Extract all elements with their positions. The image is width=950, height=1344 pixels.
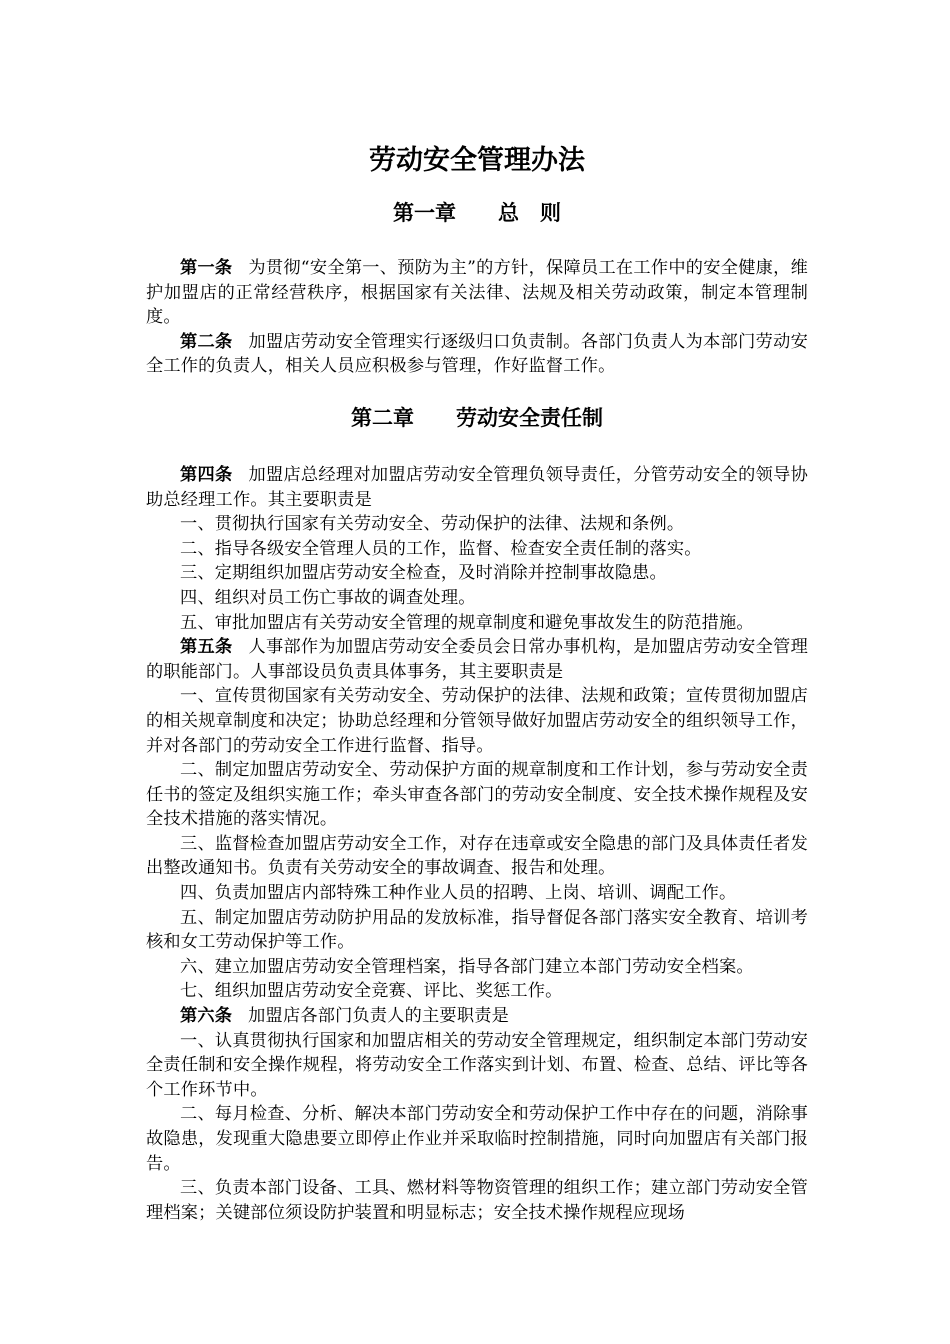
article-label: 第二条 — [180, 331, 233, 352]
paragraph-text: 二、制定加盟店劳动安全、劳动保护方面的规章制度和工作计划，参与劳动安全责任书的签定及组织实施工作；牵头审查各部门的劳动安全制度、安全技术操作规程及安全技术措施的落实情况。 — [146, 760, 808, 830]
paragraph-text: 五、制定加盟店劳动防护用品的发放标准，指导督促各部门落实安全教育、培训考核和女工劳动保护等工作。 — [146, 907, 808, 953]
list-paragraph — [146, 832, 808, 881]
list-paragraph — [146, 512, 808, 537]
chapter-heading — [146, 196, 808, 230]
document-body — [146, 140, 808, 1225]
paragraph-text: 人事部作为加盟店劳动安全委员会日常办事机构，是加盟店劳动安全管理的职能部门。人事部设员负责具体事务，其主要职责是 — [146, 637, 808, 682]
paragraph-text: 三、负责本部门设备、工具、燃材料等物资管理的组织工作；建立部门劳动安全管理档案；关键部位须设防护装置和明显标志；安全技术操作规程应现场 — [146, 1178, 808, 1223]
list-paragraph — [146, 906, 808, 955]
chapter-number: 第二章 — [351, 405, 414, 430]
paragraph-text: 三、定期组织加盟店劳动安全检查，及时消除并控制事故隐患。 — [180, 563, 667, 584]
paragraph-text: 四、负责加盟店内部特殊工种作业人员的招聘、上岗、培训、调配工作。 — [180, 883, 737, 904]
chapter-section — [146, 256, 808, 379]
paragraph-text: 加盟店总经理对加盟店劳动安全管理负领导责任，分管劳动安全的领导协助总经理工作。其主要职责是 — [146, 464, 808, 510]
article-paragraph — [146, 256, 808, 330]
paragraph-text: 一、宣传贯彻国家有关劳动安全、劳动保护的法律、法规和政策；宣传贯彻加盟店的相关规章制度和决定；协助总经理和分管领导做好加盟店劳动安全的组织领导工作，并对各部门的劳动安全工作进行监督、指导。 — [146, 686, 808, 756]
list-paragraph — [146, 684, 808, 758]
paragraph-text: 二、指导各级安全管理人员的工作，监督、检查安全责任制的落实。 — [180, 538, 702, 559]
list-paragraph — [146, 1176, 808, 1225]
article-label: 第六条 — [180, 1006, 233, 1027]
paragraph-text: 二、每月检查、分析、解决本部门劳动安全和劳动保护工作中存在的问题，消除事故隐患，发现重大隐患要立即停止作业并采取临时控制措施，同时向加盟店有关部门报告。 — [146, 1104, 808, 1174]
chapter-number: 第一章 — [393, 201, 456, 225]
paragraph-text: 七、组织加盟店劳动安全竞赛、评比、奖惩工作。 — [180, 981, 563, 1002]
article-label: 第一条 — [180, 258, 233, 278]
list-paragraph — [146, 561, 808, 586]
paragraph-text: 一、贯彻执行国家有关劳动安全、劳动保护的法律、法规和条例。 — [180, 514, 685, 535]
paragraph-text: 加盟店各部门负责人的主要职责是 — [248, 1006, 509, 1027]
list-paragraph — [146, 537, 808, 562]
paragraph-text: 六、建立加盟店劳动安全管理档案，指导各部门建立本部门劳动安全档案。 — [180, 956, 754, 977]
list-paragraph — [146, 1029, 808, 1103]
article-label: 第四条 — [180, 464, 233, 485]
list-paragraph — [146, 955, 808, 980]
paragraph-text: 为贯彻“安全第一、预防为主”的方针，保障员工在工作中的安全健康，维护加盟店的正常经营秩序，根据国家有关法律、法规及相关劳动政策，制定本管理制度。 — [146, 258, 808, 328]
article-paragraph — [146, 635, 808, 684]
article-paragraph — [146, 1004, 808, 1029]
list-paragraph — [146, 758, 808, 832]
document-title: 劳动安全管理办法 — [369, 145, 585, 176]
article-label: 第五条 — [180, 637, 233, 658]
article-paragraph — [146, 330, 808, 379]
paragraph-text: 五、审批加盟店有关劳动安全管理的规章制度和避免事故发生的防范措施。 — [180, 612, 754, 633]
paragraph-text: 三、监督检查加盟店劳动安全工作，对存在违章或安全隐患的部门及具体责任者发出整改通知书。负责有关劳动安全的事故调查、报告和处理。 — [146, 833, 808, 879]
list-paragraph — [146, 881, 808, 906]
paragraph-text: 一、认真贯彻执行国家和加盟店相关的劳动安全管理规定，组织制定本部门劳动安全责任制和安全操作规程，将劳动安全工作落实到计划、布置、检查、总结、评比等各个工作环节中。 — [146, 1030, 808, 1100]
list-paragraph — [146, 979, 808, 1004]
list-paragraph — [146, 586, 808, 611]
paragraph-text: 四、组织对员工伤亡事故的调查处理。 — [180, 587, 476, 608]
paragraph-text: 加盟店劳动安全管理实行逐级归口负责制。各部门负责人为本部门劳动安全工作的负责人，相关人员应积极参与管理，作好监督工作。 — [146, 331, 808, 377]
chapter-name: 劳动安全责任制 — [456, 405, 603, 430]
chapter-heading — [146, 401, 808, 435]
article-paragraph — [146, 463, 808, 512]
list-paragraph — [146, 611, 808, 636]
chapter-section — [146, 463, 808, 1225]
list-paragraph — [146, 1102, 808, 1176]
chapter-name: 总 则 — [498, 201, 561, 225]
